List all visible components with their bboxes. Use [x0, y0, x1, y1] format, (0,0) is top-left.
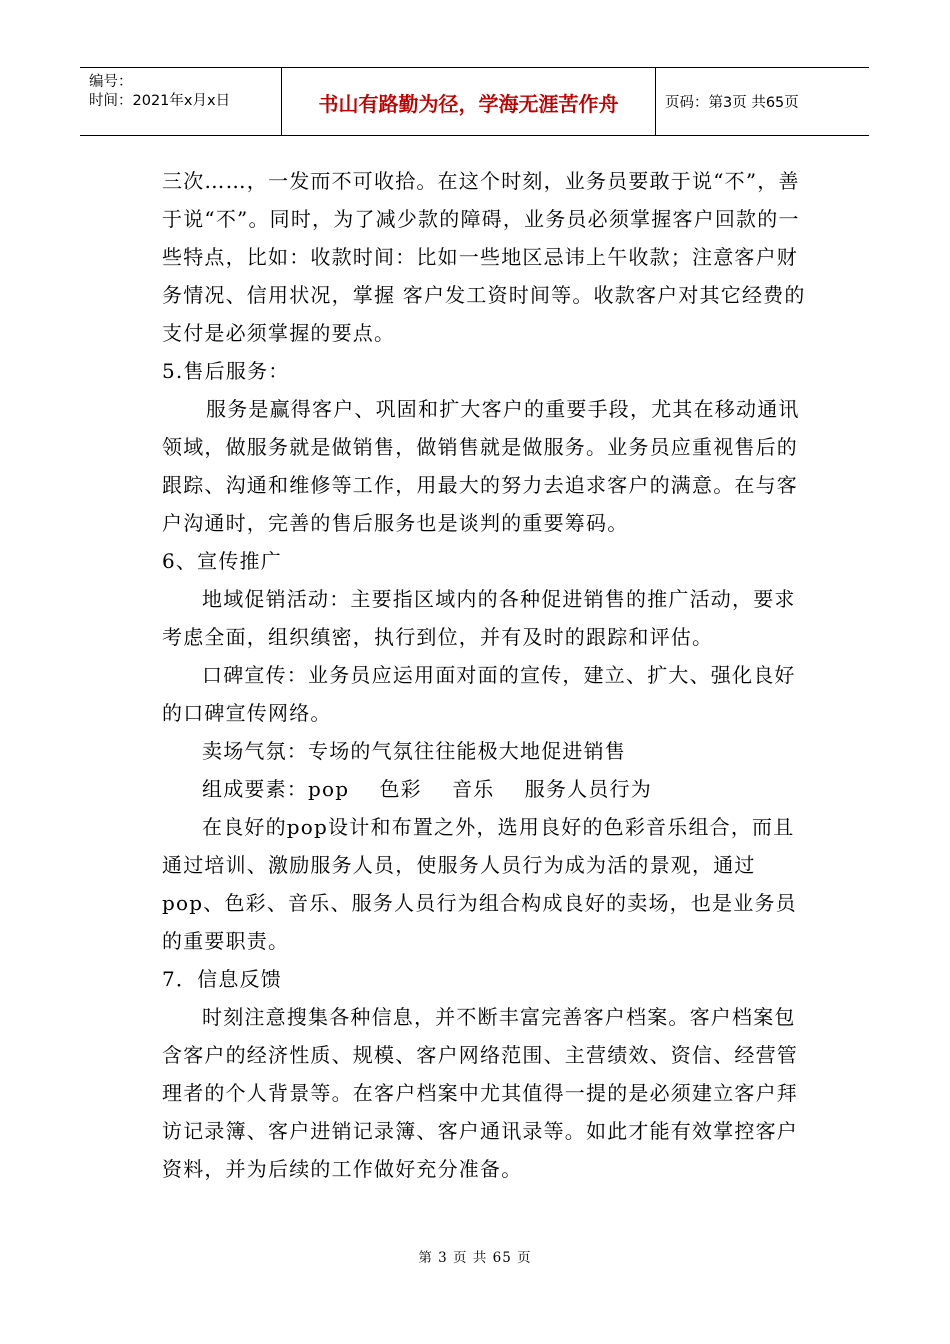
- page-header: [80, 67, 869, 136]
- document-time-label: 时间：2021年x月x日: [89, 93, 231, 109]
- paragraph-regional-promotion: 地域促销活动：主要指区域内的各种促进销售的推广活动，要求考虑全面，组织缜密，执行到位，并有及时的跟踪和评估。: [162, 587, 796, 649]
- heading-after-sales: 5.售后服务：: [162, 359, 290, 383]
- document-number-label: 编号：: [89, 74, 133, 90]
- heading-info-feedback: 7．信息反馈: [162, 967, 282, 991]
- paragraph-store-atmosphere: 卖场气氛：专场的气氛往往能极大地促进销售: [202, 739, 626, 763]
- paragraph-word-of-mouth: 口碑宣传：业务员应运用面对面的宣传，建立、扩大、强化良好的口碑宣传网络。: [162, 663, 796, 725]
- paragraph-after-sales: 服务是赢得客户、巩固和扩大客户的重要手段，尤其在移动通讯领域，做服务就是做销售，做销售就是做服务。业务员应重视售后的跟踪、沟通和维修等工作，用最大的努力去追求客户的满意。在与客户沟通时，完善的售后服务也是谈判的重要筹码。: [162, 397, 800, 535]
- heading-promotion: 6、宣传推广: [162, 549, 282, 573]
- header-meta: [80, 68, 282, 135]
- header-page-info: 页码：第3页 共65页: [665, 95, 799, 111]
- paragraph-elements: 组成要素：pop 色彩 音乐 服务人员行为: [202, 777, 652, 801]
- paragraph-collection: 三次……，一发而不可收拾。在这个时刻，业务员要敢于说“不”，善于说“不”。同时，为了减少款的障碍，业务员必须掌握客户回款的一些特点，比如：收款时间：比如一些地区忌讳上午收款；注意客户财务情况、信用状况，掌握 客户发工资时间等。收款客户对其它经费的支付是必须掌握的要点。: [162, 169, 806, 345]
- header-motto: 书山有路勤为径，学海无涯苦作舟: [282, 68, 656, 135]
- document-body: [162, 162, 812, 1188]
- page-footer: 第 3 页 共 65 页: [418, 1250, 532, 1266]
- paragraph-pop-design: 在良好的pop设计和布置之外，选用良好的色彩音乐组合，而且通过培训、激励服务人员，使服务人员行为成为活的景观，通过pop、色彩、音乐、服务人员行为组合构成良好的卖场，也是业务员的重要职责。: [162, 815, 797, 953]
- paragraph-info-feedback: 时刻注意搜集各种信息，并不断丰富完善客户档案。客户档案包含客户的经济性质、规模、客户网络范围、主营绩效、资信、经营管理者的个人背景等。在客户档案中尤其值得一提的是必须建立客户拜访记录簿、客户进销记录簿、客户通讯录等。如此才能有效掌控客户资料，并为后续的工作做好充分准备。: [162, 1005, 798, 1181]
